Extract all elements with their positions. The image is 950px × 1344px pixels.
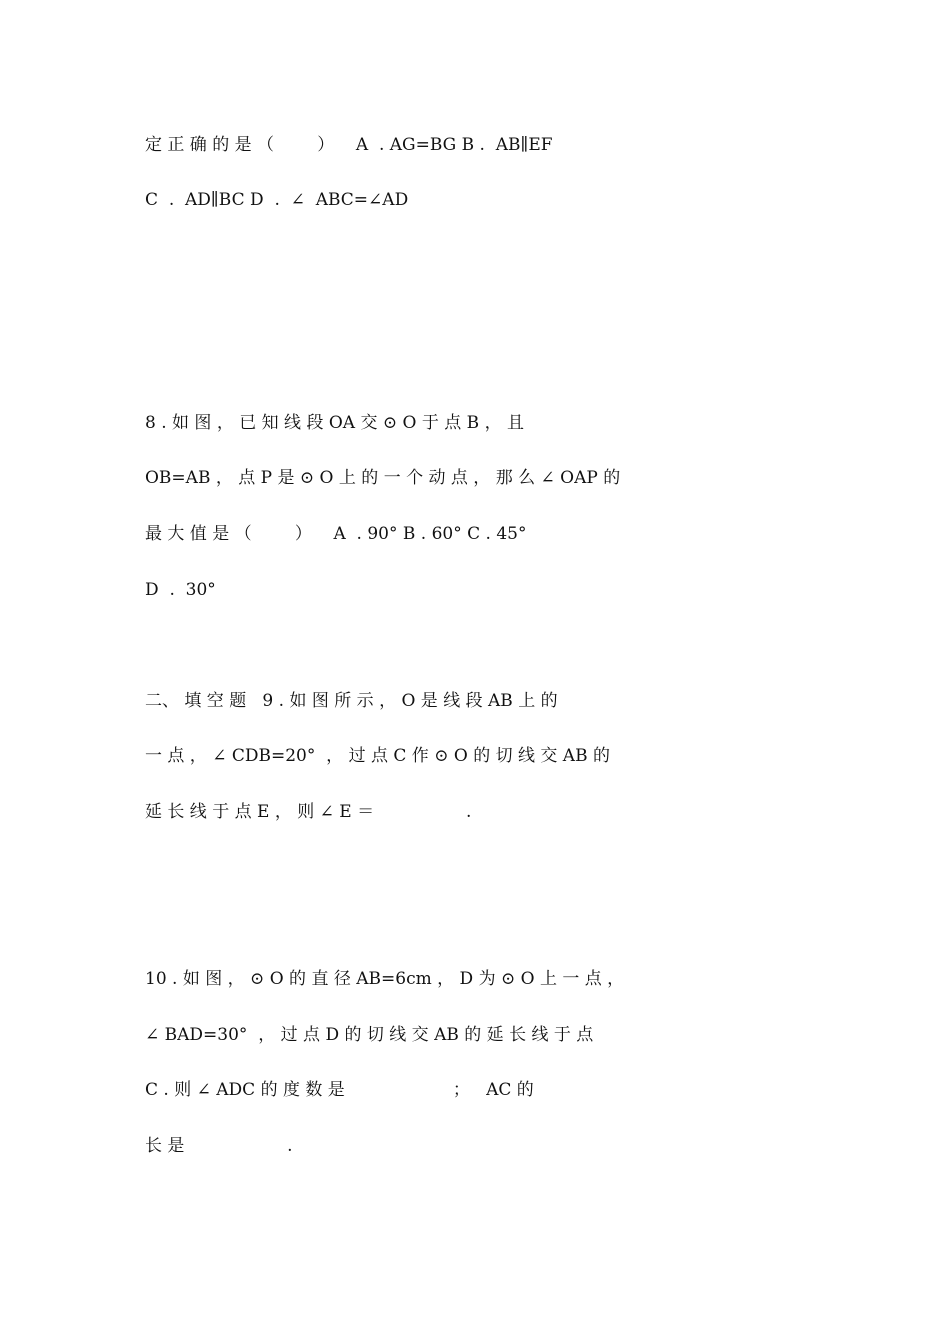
q8-line-4: D . 30° (145, 580, 216, 600)
q10-line-1: 10 . 如 图 ， ⊙ O 的 直 径 AB=6cm ， D 为 ⊙ O 上 一 点 ， (145, 969, 625, 989)
q10-line-4: 长 是 . (145, 1136, 293, 1156)
q8-line-3: 最 大 值 是 （ ） A . 90° B . 60° C . 45° (145, 524, 527, 544)
q10-line-2: ∠ BAD=30° ， 过 点 D 的 切 线 交 AB 的 延 长 线 于 点 (145, 1025, 594, 1045)
q7-options-line-2: C . AD∥BC D . ∠ ABC=∠AD (145, 190, 409, 210)
q8-line-2: OB=AB ， 点 P 是 ⊙ O 上 的 一 个 动 点 ， 那 么 ∠ OAP 的 (145, 468, 621, 488)
q9-line-2: 一 点 ， ∠ CDB=20° ， 过 点 C 作 ⊙ O 的 切 线 交 AB 的 (145, 746, 610, 766)
q10-line-3: C . 则 ∠ ADC 的 度 数 是 ； AC 的 (145, 1080, 534, 1100)
q9-line-1: 二、 填 空 题 9 . 如 图 所 示 ， O 是 线 段 AB 上 的 (145, 691, 558, 711)
q9-line-3: 延 长 线 于 点 E ， 则 ∠ E ＝ . (145, 802, 472, 822)
q8-line-1: 8 . 如 图 ， 已 知 线 段 OA 交 ⊙ O 于 点 B ， 且 (145, 413, 524, 433)
q7-options-line-1: 定 正 确 的 是 （ ） A . AG=BG B . AB∥EF (145, 135, 553, 155)
